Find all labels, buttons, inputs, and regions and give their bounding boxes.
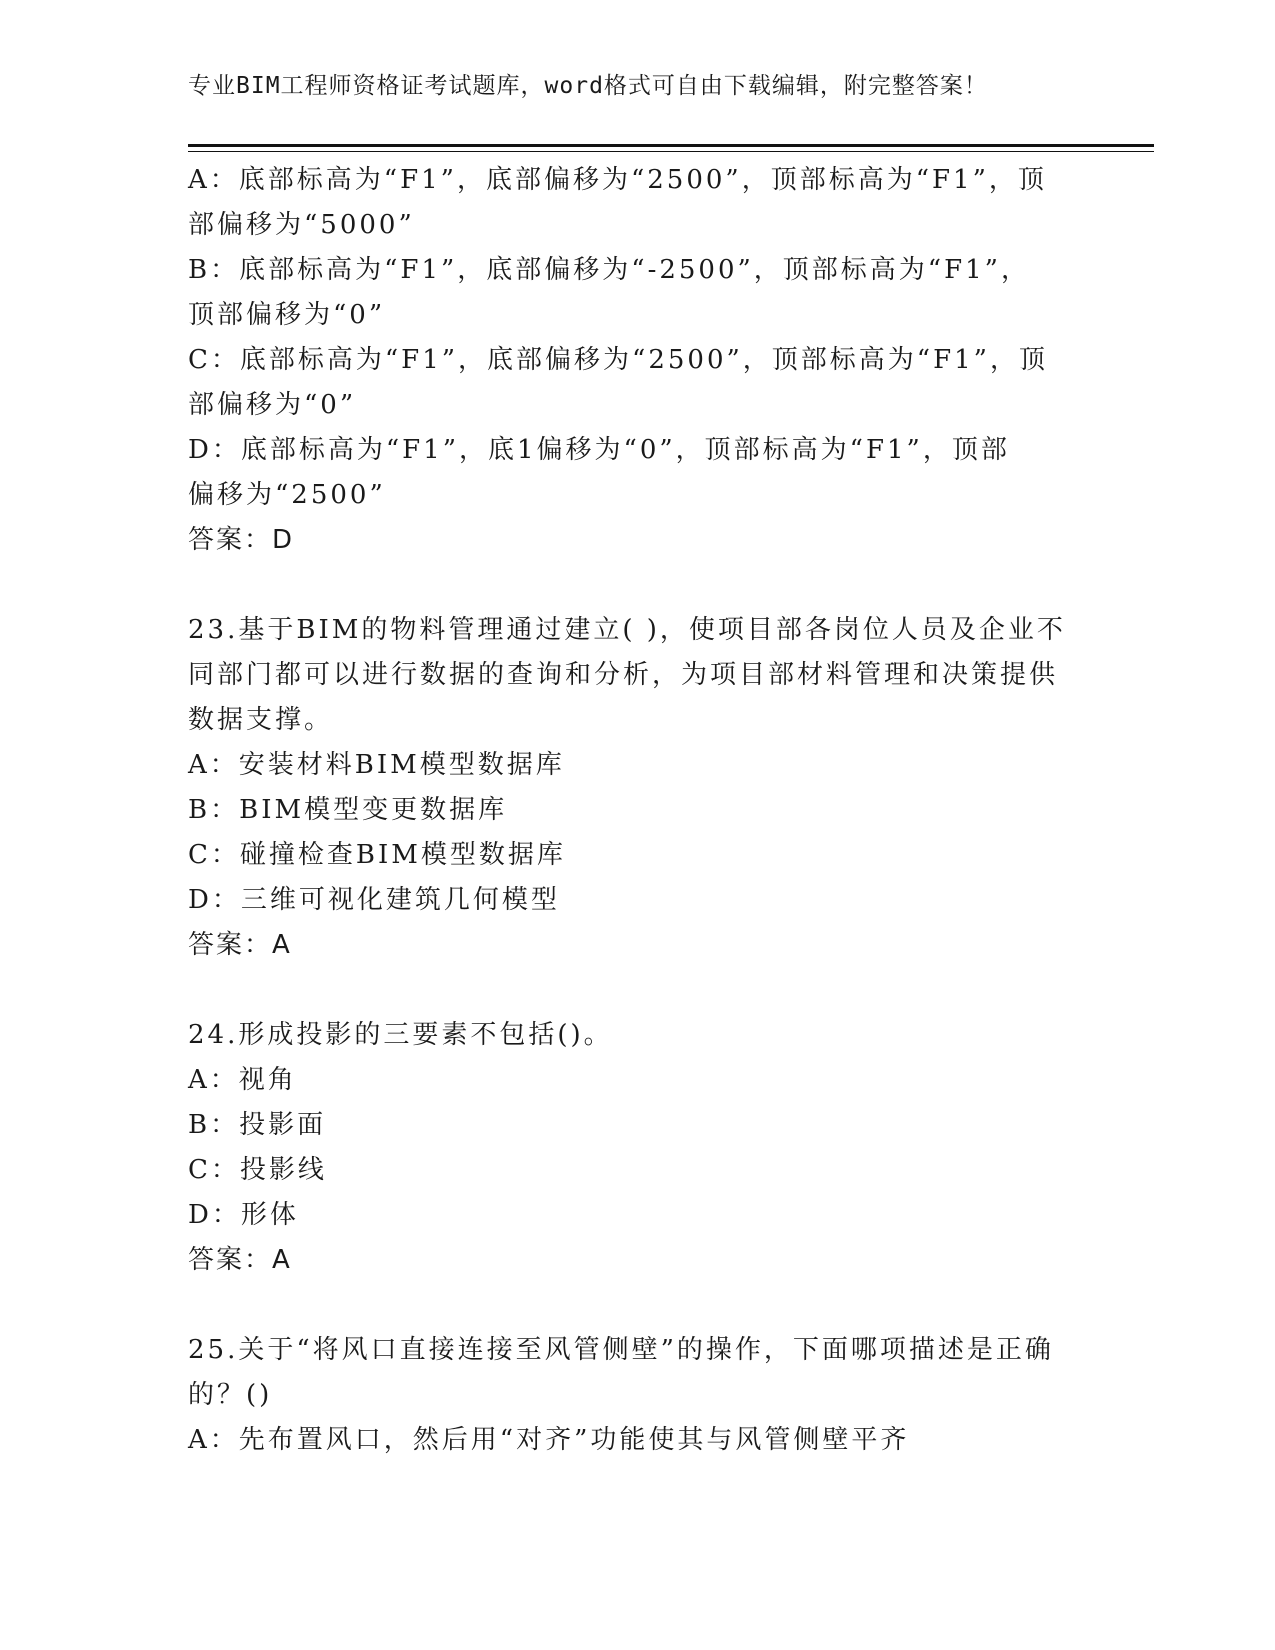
option-b-line-2: 顶部偏移为“0” [188, 300, 386, 330]
option-a-line-2: 部偏移为“5000” [188, 210, 415, 240]
option-b: B：投影面 [188, 1110, 327, 1140]
option-c: C：投影线 [188, 1155, 327, 1185]
header-divider [188, 144, 1154, 152]
document-body [188, 158, 1088, 1463]
answer-line: 答案：A [188, 1245, 292, 1275]
page-header: 专业BIM工程师资格证考试题库，word格式可自由下载编辑，附完整答案！ [188, 73, 988, 99]
answer-line: 答案：D [188, 525, 295, 555]
option-a: A：安装材料BIM模型数据库 [188, 750, 565, 780]
question-block-22 [188, 158, 1088, 563]
question-block-24 [188, 1013, 1088, 1283]
question-block-23 [188, 608, 1088, 968]
option-b-line-1: B：底部标高为“F1”，底部偏移为“-2500”，顶部标高为“F1”， [188, 255, 1030, 285]
option-c: C：碰撞检查BIM模型数据库 [188, 840, 566, 870]
question-stem-line-2: 的？() [188, 1380, 273, 1410]
question-stem-line-1: 25.关于“将风口直接连接至风管侧壁”的操作，下面哪项描述是正确 [188, 1335, 1054, 1365]
option-a: A：视角 [188, 1065, 297, 1095]
question-stem-line-1: 23.基于BIM的物料管理通过建立( )，使项目部各岗位人员及企业不 [188, 615, 1066, 645]
spacer [188, 563, 1088, 608]
question-block-25 [188, 1328, 1088, 1463]
option-a: A：先布置风口，然后用“对齐”功能使其与风管侧壁平齐 [188, 1425, 910, 1455]
option-a-line-1: A：底部标高为“F1”，底部偏移为“2500”，顶部标高为“F1”，顶 [188, 165, 1047, 195]
option-d-line-2: 偏移为“2500” [188, 480, 386, 510]
option-c-line-1: C：底部标高为“F1”，底部偏移为“2500”，顶部标高为“F1”，顶 [188, 345, 1048, 375]
question-stem-line-3: 数据支撑。 [188, 705, 334, 735]
question-stem-line-1: 24.形成投影的三要素不包括()。 [188, 1020, 613, 1050]
question-stem-line-2: 同部门都可以进行数据的查询和分析，为项目部材料管理和决策提供 [188, 660, 1059, 690]
option-d: D：形体 [188, 1200, 299, 1230]
spacer [188, 968, 1088, 1013]
answer-line: 答案：A [188, 930, 292, 960]
option-d: D：三维可视化建筑几何模型 [188, 885, 560, 915]
option-d-line-1: D：底部标高为“F1”，底1偏移为“0”，顶部标高为“F1”，顶部 [188, 435, 1010, 465]
option-c-line-2: 部偏移为“0” [188, 390, 357, 420]
spacer [188, 1283, 1088, 1328]
option-b: B：BIM模型变更数据库 [188, 795, 508, 825]
